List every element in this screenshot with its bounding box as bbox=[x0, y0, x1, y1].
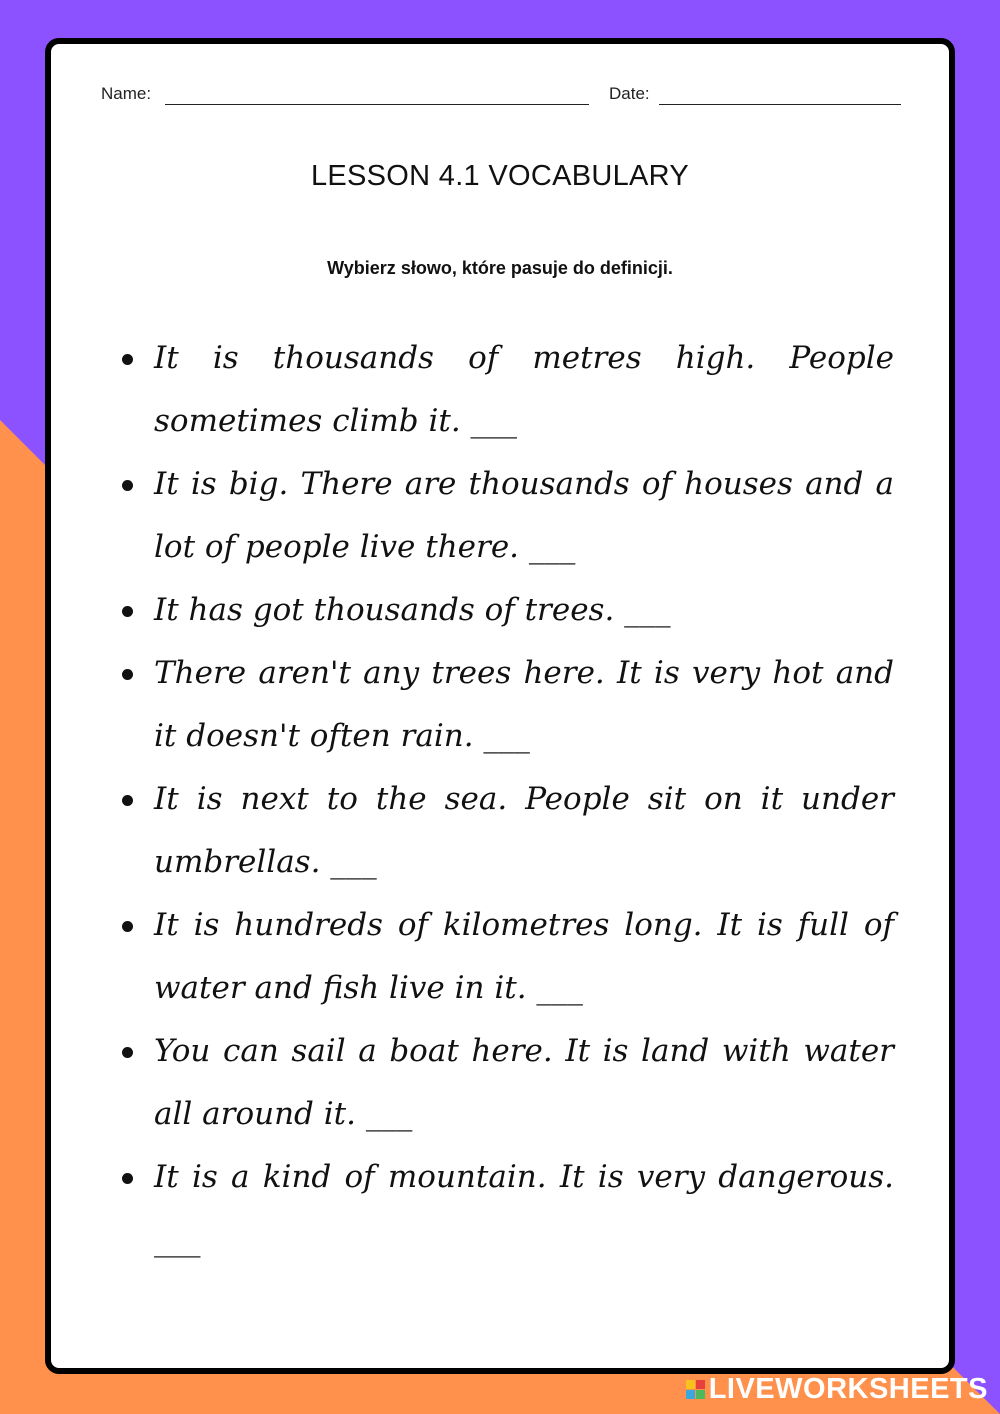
definition-text: It is thousands of metres high. People sometimes climb it. ___ bbox=[154, 340, 894, 439]
bullet-icon bbox=[122, 921, 133, 932]
definition-item-1 bbox=[116, 327, 894, 453]
liveworksheets-logo[interactable] bbox=[686, 1372, 988, 1406]
definition-item-6 bbox=[116, 894, 894, 1020]
definition-list bbox=[116, 327, 894, 1272]
header-row bbox=[101, 84, 901, 108]
definition-text: It has got thousands of trees. ___ bbox=[154, 592, 671, 628]
bullet-icon bbox=[122, 480, 133, 491]
definition-text: It is a kind of mountain. It is very dangerous. ___ bbox=[154, 1159, 894, 1258]
instruction-text: Wybierz słowo, które pasuje do definicji. bbox=[327, 258, 673, 278]
name-input-line[interactable] bbox=[165, 104, 589, 105]
definition-text: It is hundreds of kilometres long. It is full of water and fish live in it. ___ bbox=[154, 907, 894, 1006]
date-label: Date: bbox=[609, 84, 650, 103]
bullet-icon bbox=[122, 1047, 133, 1058]
date-input-line[interactable] bbox=[659, 104, 901, 105]
definition-text: There aren't any trees here. It is very hot and it doesn't often rain. ___ bbox=[154, 655, 894, 754]
definition-item-3 bbox=[116, 579, 894, 642]
definition-item-7 bbox=[116, 1020, 894, 1146]
definition-item-5 bbox=[116, 768, 894, 894]
definition-text: You can sail a boat here. It is land with water all around it. ___ bbox=[154, 1033, 894, 1132]
liveworksheets-logo-icon bbox=[686, 1380, 705, 1399]
bullet-icon bbox=[122, 354, 133, 365]
bullet-icon bbox=[122, 606, 133, 617]
bullet-icon bbox=[122, 1173, 133, 1184]
name-label: Name: bbox=[101, 84, 152, 103]
liveworksheets-logo-text: LIVEWORKSHEETS bbox=[708, 1372, 988, 1405]
definition-item-8 bbox=[116, 1146, 894, 1272]
bullet-icon bbox=[122, 795, 133, 806]
bullet-icon bbox=[122, 669, 133, 680]
worksheet-page bbox=[45, 38, 955, 1374]
definition-text: It is big. There are thousands of houses and a lot of people live there. ___ bbox=[154, 466, 894, 565]
definition-text: It is next to the sea. People sit on it under umbrellas. ___ bbox=[154, 781, 894, 880]
definition-item-4 bbox=[116, 642, 894, 768]
lesson-title: LESSON 4.1 VOCABULARY bbox=[310, 160, 690, 192]
definition-item-2 bbox=[116, 453, 894, 579]
